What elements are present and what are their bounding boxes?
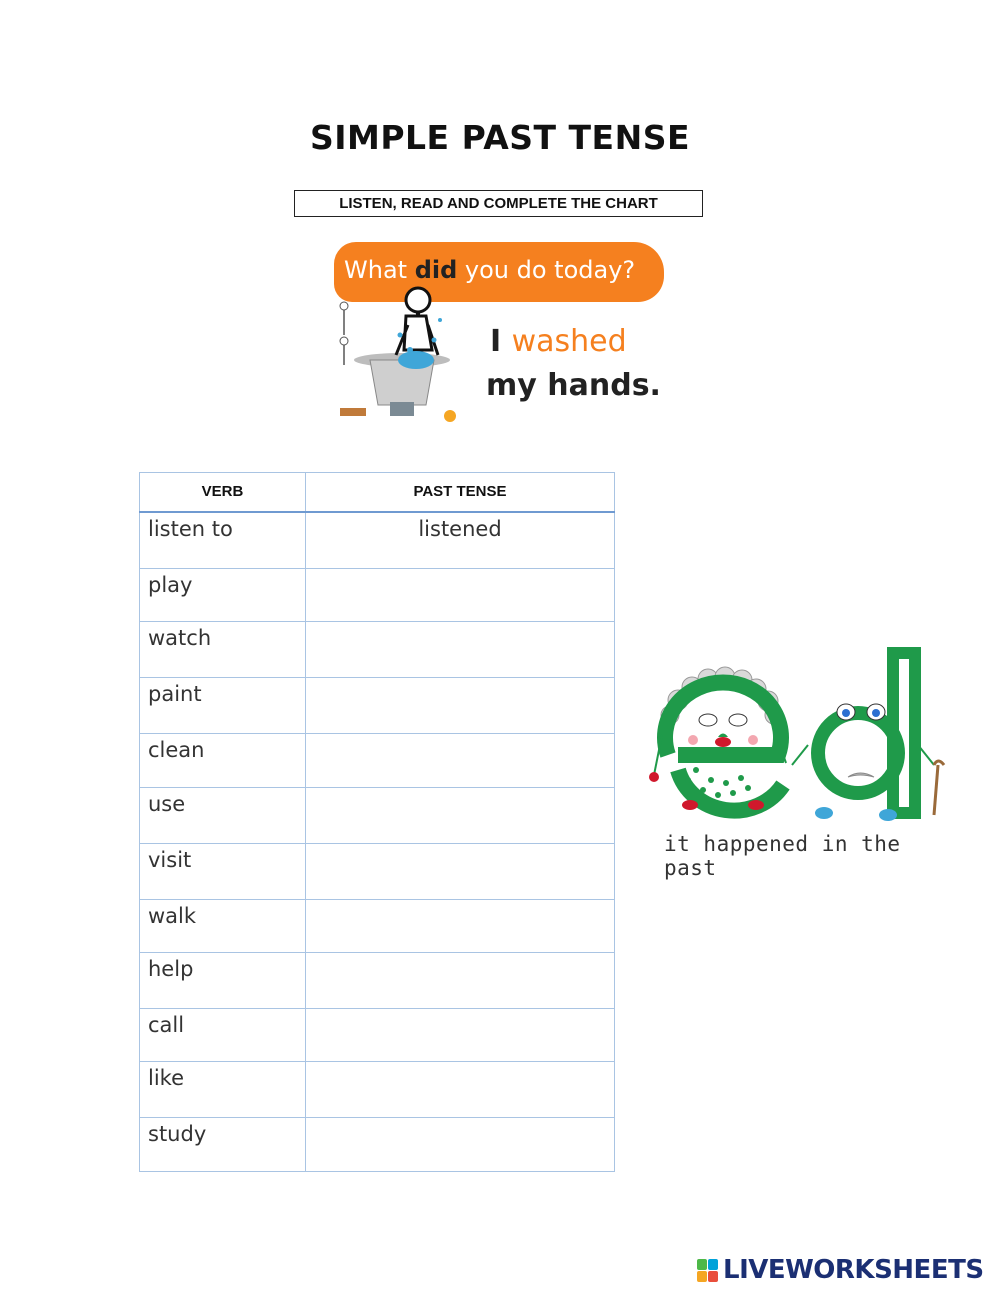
table-row: [140, 900, 615, 953]
logo-text: LIVEWORKSHEETS: [723, 1255, 984, 1285]
table-header-row: [140, 473, 615, 512]
verb-chart: [139, 472, 615, 1172]
table-row: [140, 953, 615, 1009]
verb-cell: study: [140, 1118, 306, 1172]
past-tense-input[interactable]: [306, 1009, 615, 1062]
past-tense-input[interactable]: [306, 1118, 615, 1172]
past-tense-input[interactable]: [306, 569, 615, 622]
verb-cell: walk: [140, 900, 306, 953]
verb-cell: play: [140, 569, 306, 622]
instruction-box: LISTEN, READ AND COMPLETE THE CHART: [294, 190, 703, 217]
past-tense-input[interactable]: [306, 1062, 615, 1118]
verb-cell: listen to: [140, 512, 306, 569]
table-row: [140, 622, 615, 678]
past-tense-input[interactable]: [306, 844, 615, 900]
table-row: [140, 1118, 615, 1172]
past-tense-input[interactable]: [306, 900, 615, 953]
table-row: [140, 1062, 615, 1118]
past-tense-input[interactable]: [306, 953, 615, 1009]
table-row: [140, 734, 615, 788]
ed-caption: it happened in the past: [664, 832, 901, 880]
table-row: [140, 678, 615, 734]
past-tense-input[interactable]: [306, 734, 615, 788]
past-tense-input[interactable]: [306, 622, 615, 678]
logo-squares-icon: [697, 1259, 719, 1283]
verb-cell: like: [140, 1062, 306, 1118]
washing-hands-figure: [330, 280, 480, 430]
table-row: [140, 1009, 615, 1062]
verb-cell: watch: [140, 622, 306, 678]
table-row: [140, 844, 615, 900]
answer-line-1: I washed: [490, 324, 627, 359]
table-row: [140, 512, 615, 569]
past-tense-input[interactable]: [306, 678, 615, 734]
table-row: [140, 788, 615, 844]
verb-cell: clean: [140, 734, 306, 788]
past-tense-input[interactable]: listened: [306, 512, 615, 569]
verb-cell: help: [140, 953, 306, 1009]
past-tense-input[interactable]: [306, 788, 615, 844]
header-verb: VERB: [140, 473, 306, 512]
table-row: [140, 569, 615, 622]
header-past-tense: PAST TENSE: [306, 473, 615, 512]
verb-cell: visit: [140, 844, 306, 900]
verb-cell: use: [140, 788, 306, 844]
answer-line-2: my hands.: [486, 368, 661, 403]
illustration: [330, 240, 670, 430]
verb-cell: call: [140, 1009, 306, 1062]
question-text: What did you do today?: [344, 256, 636, 284]
liveworksheets-logo[interactable]: [697, 1255, 997, 1287]
verb-cell: paint: [140, 678, 306, 734]
page-title: SIMPLE PAST TENSE: [309, 118, 691, 157]
